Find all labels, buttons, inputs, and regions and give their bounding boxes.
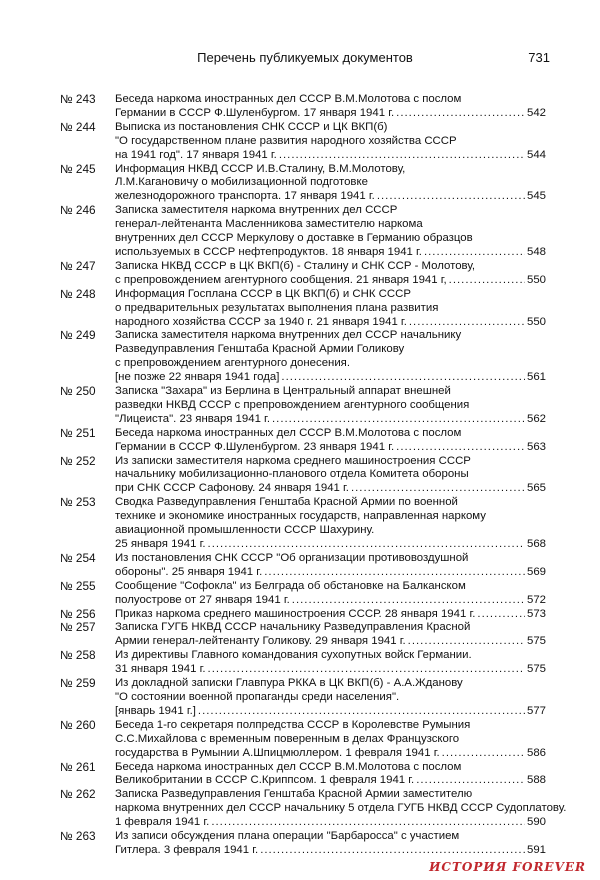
document-entry xyxy=(60,608,546,622)
document-title-line: обороны". 25 января 1941 г. xyxy=(115,565,263,578)
document-title-line: Германии в СССР Ф.Шуленбургом. 17 января 1941 г. xyxy=(115,106,395,119)
dot-leader xyxy=(449,274,525,288)
document-title-line: Великобритании в СССР С.Криппсом. 1 февраля 1941 г. xyxy=(115,774,415,787)
page-reference: 575 xyxy=(526,635,546,648)
document-title-line: Разведуправления Генштаба Красной Армии Голикову xyxy=(115,343,405,356)
document-title-line: начальнику мобилизационно-планового отдела Комитета обороны xyxy=(115,468,469,481)
document-number: № 257 xyxy=(60,620,96,635)
document-entry xyxy=(60,288,546,330)
page-reference: 577 xyxy=(526,704,546,717)
document-list xyxy=(60,92,567,858)
document-title-line: Беседа 1-го секретаря полпредства СССР в Королевстве Румыния xyxy=(115,718,471,731)
dot-leader xyxy=(396,107,525,121)
page-reference: 568 xyxy=(526,538,546,550)
document-title-line: с препровождением агентурного сообщения. 21 января 1941 г, xyxy=(115,273,447,286)
dot-leader xyxy=(292,594,525,608)
document-number: № 258 xyxy=(60,648,96,663)
document-entry xyxy=(60,496,546,552)
document-title-line: [не позже 22 января 1941 года] xyxy=(115,371,280,384)
document-title-line: при СНК СССР Сафонову. 24 января 1941 г. xyxy=(115,482,349,495)
page-title: Перечень публикуемых документов xyxy=(197,50,413,65)
dot-leader xyxy=(260,844,525,858)
document-entry xyxy=(60,329,546,385)
dot-leader xyxy=(409,316,525,330)
document-number: № 245 xyxy=(60,161,96,176)
page-reference: 545 xyxy=(526,190,546,203)
page-reference: 573 xyxy=(526,607,546,620)
document-number: № 259 xyxy=(60,676,96,691)
page-header xyxy=(60,50,550,70)
document-number: № 253 xyxy=(60,495,96,510)
document-title-line: С.С.Михайлова с временным поверенным в делах Французского xyxy=(115,732,460,745)
document-number: № 254 xyxy=(60,550,96,565)
dot-leader xyxy=(272,413,525,427)
document-title-last-line xyxy=(115,844,546,858)
document-title-last-line xyxy=(115,274,546,288)
document-title-last-line xyxy=(115,705,546,719)
document-title-line: государства в Румынии А.Шпицмюллером. 1 февраля 1941 г. xyxy=(115,746,440,759)
document-title-last-line xyxy=(115,441,546,455)
document-number: № 244 xyxy=(60,119,96,134)
page-reference: 569 xyxy=(526,565,546,578)
document-title-last-line xyxy=(115,316,546,330)
document-title-last-line xyxy=(115,190,546,204)
document-title-last-line xyxy=(115,774,546,788)
document-number: № 256 xyxy=(60,606,96,621)
document-entry xyxy=(60,455,546,497)
document-title-line: "О состоянии военной пропаганды среди населения". xyxy=(115,690,400,703)
document-title-line: генерал-лейтенанта Масленникова заместителю наркома xyxy=(115,218,423,231)
document-title-line: Записка "Захара" из Берлина в Центральный аппарат внешней xyxy=(115,385,451,398)
document-title-line: Из постановления СНК СССР "Об организации противовоздушной xyxy=(115,551,469,564)
document-title-line: о предварительных результатах выполнения плана развития xyxy=(115,301,439,314)
document-entry xyxy=(60,121,546,163)
document-title-last-line xyxy=(115,246,546,260)
document-title-line: Из директивы Главного командования сухопутных войск Германии. xyxy=(115,649,472,662)
document-title-line: 25 января 1941 г. xyxy=(115,538,206,550)
document-title-line: наркома внутренних дел СССР начальнику 5 отдела ГУГБ НКВД СССР Судоплатову. xyxy=(115,802,567,815)
document-title-line: "О государственном плане развития народного хозяйства СССР xyxy=(115,134,457,147)
document-title-line: Приказ наркома среднего машиностроения СССР. 28 января 1941 г. xyxy=(115,607,476,620)
document-entry xyxy=(60,719,546,761)
document-title-line: Беседа наркома иностранных дел СССР В.М.Молотова с послом xyxy=(115,760,462,773)
document-entry xyxy=(60,93,546,121)
document-number: № 263 xyxy=(60,829,96,844)
document-title-line: "Лицеиста". 23 января 1941 г. xyxy=(115,412,270,425)
document-title-line: на 1941 год". 17 января 1941 г. xyxy=(115,148,277,161)
document-number: № 260 xyxy=(60,717,96,732)
page-reference: 563 xyxy=(526,440,546,453)
dot-leader xyxy=(377,190,525,204)
dot-leader xyxy=(208,663,525,677)
document-entry xyxy=(60,787,567,830)
dot-leader xyxy=(442,747,525,761)
document-title-line: Гитлера. 3 февраля 1941 г. xyxy=(115,843,259,856)
document-entry xyxy=(60,260,546,288)
document-title-line: Информация Госплана СССР в ЦК ВКП(б) и СНК СССР xyxy=(115,287,411,300)
page-reference: 544 xyxy=(526,148,546,161)
document-title-last-line xyxy=(115,107,546,121)
page-reference: 586 xyxy=(526,746,546,759)
document-title-line: Из докладной записки Главпура РККА в ЦК ВКП(б) - А.А.Жданову xyxy=(115,677,463,690)
document-title-line: Из записки заместителя наркома среднего машиностроения СССР xyxy=(115,454,471,467)
dot-leader xyxy=(351,482,525,496)
document-title-last-line xyxy=(115,608,546,622)
document-number: № 246 xyxy=(60,203,96,218)
document-entry xyxy=(60,204,546,260)
document-title-last-line xyxy=(115,538,546,552)
page-reference: 572 xyxy=(526,593,546,606)
page-reference: 548 xyxy=(526,245,546,258)
dot-leader xyxy=(264,566,525,580)
document-number: № 252 xyxy=(60,453,96,468)
document-title-line: [январь 1941 г.] xyxy=(115,704,196,717)
document-title-last-line xyxy=(115,816,546,830)
document-title-line: Армии генерал-лейтенанту Голикову. 29 января 1941 г. xyxy=(115,635,406,648)
document-title-last-line xyxy=(115,635,546,649)
dot-leader xyxy=(424,246,525,260)
page-reference: 591 xyxy=(526,843,546,856)
document-entry xyxy=(60,649,546,677)
page-reference: 565 xyxy=(526,482,546,495)
document-title-line: Записка заместителя наркома внутренних дел СССР начальнику xyxy=(115,329,462,342)
document-title-line: Л.М.Кагановичу о мобилизационной подготовке xyxy=(115,176,368,189)
document-title-last-line xyxy=(115,482,546,496)
dot-leader xyxy=(416,774,525,788)
document-title-line: технике и экономике иностранных государств, направленная наркому xyxy=(115,510,486,523)
document-title-line: внутренних дел СССР Меркулову о доставке в Германию образцов xyxy=(115,232,473,245)
document-entry xyxy=(60,830,546,858)
document-title-last-line xyxy=(115,371,546,385)
page-number: 731 xyxy=(528,50,550,65)
dot-leader xyxy=(211,816,525,830)
page-reference: 588 xyxy=(526,774,546,787)
page-reference: 575 xyxy=(526,663,546,676)
document-title-last-line xyxy=(115,149,546,163)
document-title-line: железнодорожного транспорта. 17 января 1941 г. xyxy=(115,190,375,203)
document-number: № 261 xyxy=(60,759,96,774)
document-entry xyxy=(60,677,546,719)
document-title-last-line xyxy=(115,566,546,580)
document-entry xyxy=(60,385,546,427)
document-title-line: 1 февраля 1941 г. xyxy=(115,816,210,829)
document-title-line: Записка Разведуправления Генштаба Красной Армии заместителю xyxy=(115,788,473,801)
document-entry xyxy=(60,552,546,580)
document-number: № 255 xyxy=(60,578,96,593)
dot-leader xyxy=(279,149,525,163)
document-number: № 262 xyxy=(60,787,96,802)
page-reference: 590 xyxy=(526,816,546,829)
dot-leader xyxy=(477,608,525,622)
document-number: № 249 xyxy=(60,328,96,343)
document-title-last-line xyxy=(115,747,546,761)
dot-leader xyxy=(281,371,525,385)
document-entry xyxy=(60,163,546,205)
document-entry xyxy=(60,580,546,608)
page-reference: 550 xyxy=(526,273,546,286)
page-reference: 550 xyxy=(526,315,546,328)
dot-leader xyxy=(408,635,525,649)
dot-leader xyxy=(198,705,525,719)
document-title-line: Выписка из постановления СНК СССР и ЦК ВКП(б) xyxy=(115,120,388,133)
document-title-line: Беседа наркома иностранных дел СССР В.М.Молотова с послом xyxy=(115,426,462,439)
document-title-line: с препровождением агентурного донесения. xyxy=(115,357,351,370)
document-number: № 247 xyxy=(60,258,96,273)
document-number: № 243 xyxy=(60,92,96,106)
document-title-line: используемых в СССР нефтепродуктов. 18 января 1941 г. xyxy=(115,245,422,258)
watermark-logo: ИСТОРИЯ FOREVER xyxy=(429,860,586,874)
document-title-line: разведки НКВД СССР с препровождением агентурного сообщения xyxy=(115,398,470,411)
document-title-line: Германии в СССР Ф.Шуленбургом. 23 января 1941 г. xyxy=(115,440,395,453)
document-title-line: народного хозяйства СССР за 1940 г. 21 января 1941 г. xyxy=(115,315,407,328)
document-title-line: 31 января 1941 г. xyxy=(115,663,206,676)
page-reference: 561 xyxy=(526,371,546,384)
document-title-line: Сообщение "Софокла" из Белграда об обстановке на Балканском xyxy=(115,579,466,592)
document-title-last-line xyxy=(115,413,546,427)
dot-leader xyxy=(396,441,525,455)
document-title-line: Информация НКВД СССР И.В.Сталину, В.М.Молотову, xyxy=(115,162,406,175)
document-title-line: Записка ГУГБ НКВД СССР начальнику Разведуправления Красной xyxy=(115,621,471,634)
document-title-line: авиационной промышленности СССР Шахурину. xyxy=(115,524,375,537)
document-title-line: Из записи обсуждения плана операции "Барбаросса" с участием xyxy=(115,830,460,843)
document-number: № 250 xyxy=(60,384,96,399)
page-reference: 542 xyxy=(526,106,546,119)
document-title-line: Сводка Разведуправления Генштаба Красной Армии по военной xyxy=(115,496,458,509)
document-entry xyxy=(60,761,546,789)
dot-leader xyxy=(208,538,525,552)
document-entry xyxy=(60,427,546,455)
document-title-line: Беседа наркома иностранных дел СССР В.М.Молотова с послом xyxy=(115,93,462,105)
document-title-last-line xyxy=(115,594,546,608)
document-title-line: Записка заместителя наркома внутренних дел СССР xyxy=(115,204,398,217)
page-reference: 562 xyxy=(526,412,546,425)
document-title-line: полуострове от 27 января 1941 г. xyxy=(115,593,290,606)
document-number: № 248 xyxy=(60,286,96,301)
document-number: № 251 xyxy=(60,425,96,440)
document-title-line: Записка НКВД СССР в ЦК ВКП(б) - Сталину и СНК ССР - Молотову, xyxy=(115,259,476,272)
document-title-last-line xyxy=(115,663,546,677)
document-entry xyxy=(60,621,546,649)
